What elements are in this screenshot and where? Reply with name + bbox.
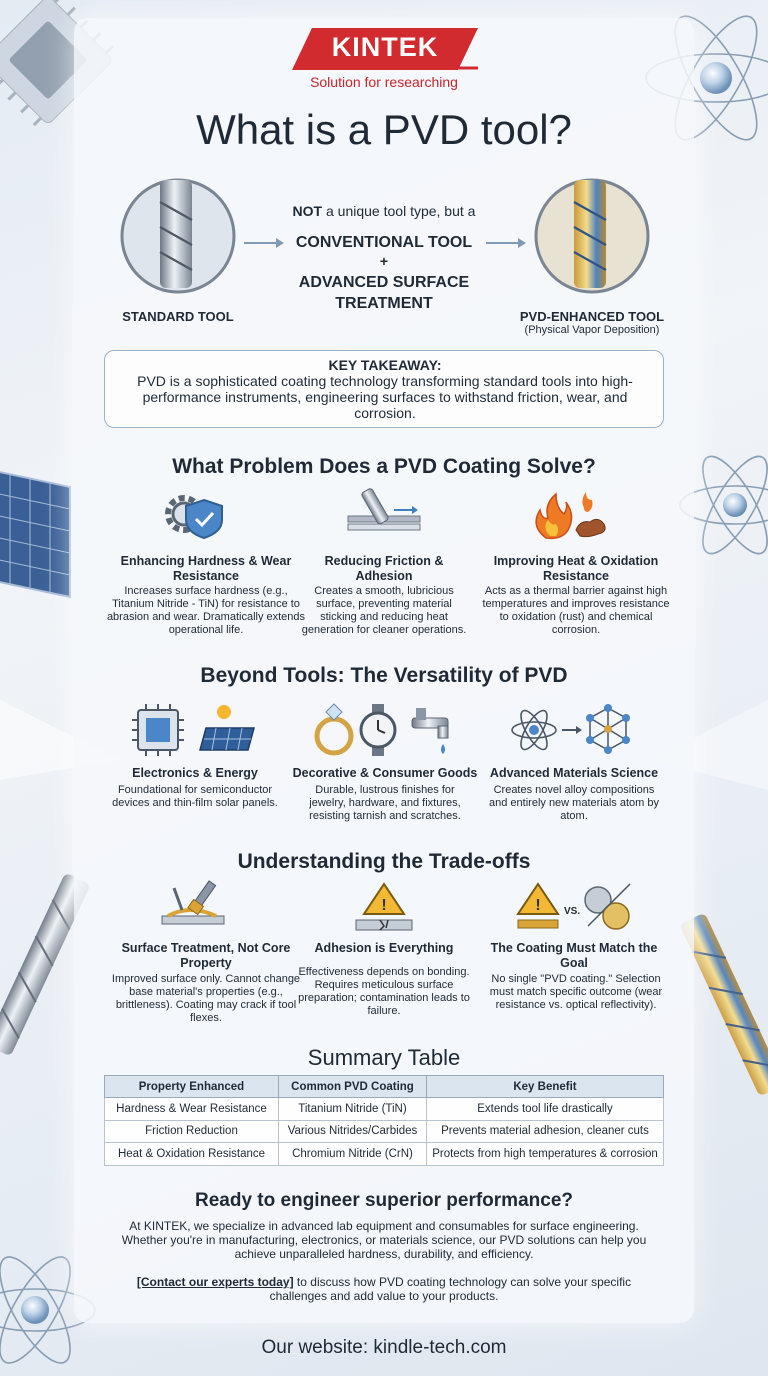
intro-line-3: TREATMENT bbox=[335, 295, 433, 312]
tradeoff-text-2: Effectiveness depends on bonding. Requires meticulous surface preparation; contamination leads to failure. bbox=[298, 966, 470, 1017]
table-cell: Heat & Oxidation Resistance bbox=[105, 1143, 279, 1166]
tradeoff-text-3: No single "PVD coating." Selection must match specific outcome (wear resistance vs. optical reflectivity). bbox=[489, 973, 663, 1011]
not-emphasis: NOT bbox=[292, 203, 323, 219]
versatility-title-2: Decorative & Consumer Goods bbox=[292, 766, 478, 780]
key-takeaway-box bbox=[104, 350, 664, 428]
table-header-row bbox=[105, 1076, 664, 1098]
brush-surface-icon bbox=[160, 880, 226, 932]
key-takeaway-text: PVD is a sophisticated coating technology transforming standard tools into high-performance instruments, engineering surfaces to withstand friction, wear, and corrosion. bbox=[137, 373, 633, 421]
pvd-tool-sublabel: (Physical Vapor Deposition) bbox=[524, 324, 660, 336]
intro-line-1: CONVENTIONAL TOOL bbox=[295, 234, 473, 251]
atom-lattice-icon bbox=[508, 700, 634, 758]
pvd-tool-label: PVD-ENHANCED TOOL bbox=[519, 309, 665, 324]
chip-solar-icon bbox=[130, 700, 260, 758]
summary-table bbox=[104, 1075, 664, 1166]
table-header: Key Benefit bbox=[427, 1076, 664, 1098]
intro-plus: + bbox=[379, 253, 389, 269]
sliding-block-icon bbox=[346, 488, 422, 538]
table-cell: Chromium Nitride (CrN) bbox=[279, 1143, 427, 1166]
cta-contact-line bbox=[120, 1275, 648, 1303]
table-cell: Hardness & Wear Resistance bbox=[105, 1098, 279, 1121]
pvd-tool-icon bbox=[532, 172, 652, 300]
problem-text-3: Acts as a thermal barrier against high temperatures and improves resistance to oxidation (rust) and chemical corrosion. bbox=[482, 585, 670, 636]
versatility-text-2: Durable, lustrous finishes for jewelry, hardware, and fixtures, resisting tarnish and scratches. bbox=[309, 784, 461, 822]
website-footer: Our website: kindle-tech.com bbox=[261, 1337, 507, 1358]
table-cell: Friction Reduction bbox=[105, 1120, 279, 1143]
brand-logo bbox=[292, 28, 478, 70]
tradeoffs-title: Understanding the Trade-offs bbox=[237, 850, 531, 873]
tradeoff-title-2: Adhesion is Everything bbox=[314, 941, 454, 955]
tradeoff-title-3: The Coating Must Match the Goal bbox=[490, 941, 658, 970]
versatility-text-3: Creates novel alloy compositions and entirely new materials atom by atom. bbox=[489, 784, 659, 822]
problem-text-1: Increases surface hardness (e.g., Titanium Nitride - TiN) for resistance to abrasion and wear. Dramatically extends operational life. bbox=[106, 585, 306, 636]
page-title: What is a PVD tool? bbox=[196, 106, 572, 153]
contact-experts-link[interactable]: [Contact our experts today] bbox=[136, 1275, 294, 1289]
svg-text:!: ! bbox=[381, 897, 387, 914]
standard-tool-label: STANDARD TOOL bbox=[122, 309, 234, 324]
key-takeaway-label: KEY TAKEAWAY: bbox=[328, 357, 442, 373]
tradeoff-text-1: Improved surface only. Cannot change base material's properties (e.g., brittleness). Coating may crack if tool flexes. bbox=[111, 973, 301, 1024]
table-header: Property Enhanced bbox=[105, 1076, 279, 1098]
table-header: Common PVD Coating bbox=[279, 1076, 427, 1098]
versatility-title-3: Advanced Materials Science bbox=[489, 766, 659, 780]
cta-text: At KINTEK, we specialize in advanced lab equipment and consumables for surface engineering. Whether you're in manufacturing, electronics, or materials science, our PVD solutions can help you achieve unparalleled hardness, durability, and efficiency. bbox=[121, 1219, 647, 1261]
cta-title: Ready to engineer superior performance? bbox=[195, 1190, 573, 1211]
versatility-text-1: Foundational for semiconductor devices and thin-film solar panels. bbox=[112, 784, 278, 809]
intro-not-line bbox=[270, 203, 498, 219]
problem-title-1: Enhancing Hardness & Wear Resistance bbox=[120, 554, 292, 583]
table-row bbox=[105, 1120, 664, 1143]
warning-crack-icon bbox=[352, 880, 416, 934]
table-cell: Extends tool life drastically bbox=[427, 1098, 664, 1121]
flame-rust-icon bbox=[528, 486, 610, 540]
table-cell: Protects from high temperatures & corrosion bbox=[427, 1143, 664, 1166]
problems-title: What Problem Does a PVD Coating Solve? bbox=[172, 455, 596, 478]
summary-title: Summary Table bbox=[307, 1045, 461, 1070]
standard-tool-icon bbox=[118, 172, 238, 300]
intro-line-2: ADVANCED SURFACE bbox=[298, 274, 470, 291]
svg-text:!: ! bbox=[535, 897, 541, 914]
not-rest: a unique tool type, but a bbox=[326, 203, 476, 219]
cta-contact-rest: to discuss how PVD coating technology can solve your specific challenges and add value to your products. bbox=[269, 1275, 632, 1303]
table-row bbox=[105, 1143, 664, 1166]
table-row bbox=[105, 1098, 664, 1121]
table-cell: Titanium Nitride (TiN) bbox=[279, 1098, 427, 1121]
table-cell: Various Nitrides/Carbides bbox=[279, 1120, 427, 1143]
problem-title-2: Reducing Friction & Adhesion bbox=[324, 554, 444, 583]
tradeoff-title-1: Surface Treatment, Not Core Property bbox=[121, 941, 291, 970]
vs-label: VS. bbox=[564, 906, 581, 917]
table-cell: Prevents material adhesion, cleaner cuts bbox=[427, 1120, 664, 1143]
ring-watch-faucet-icon bbox=[312, 700, 460, 760]
versatility-title-1: Electronics & Energy bbox=[132, 766, 258, 780]
versatility-title: Beyond Tools: The Versatility of PVD bbox=[200, 664, 568, 687]
gear-shield-icon bbox=[160, 488, 228, 540]
problem-text-2: Creates a smooth, lubricious surface, preventing material sticking and reducing heat generation for cleaner operations. bbox=[301, 585, 467, 636]
logo-tagline: Solution for researching bbox=[310, 74, 458, 90]
problem-title-3: Improving Heat & Oxidation Resistance bbox=[493, 554, 659, 583]
logo-text: KINTEK bbox=[331, 32, 439, 62]
